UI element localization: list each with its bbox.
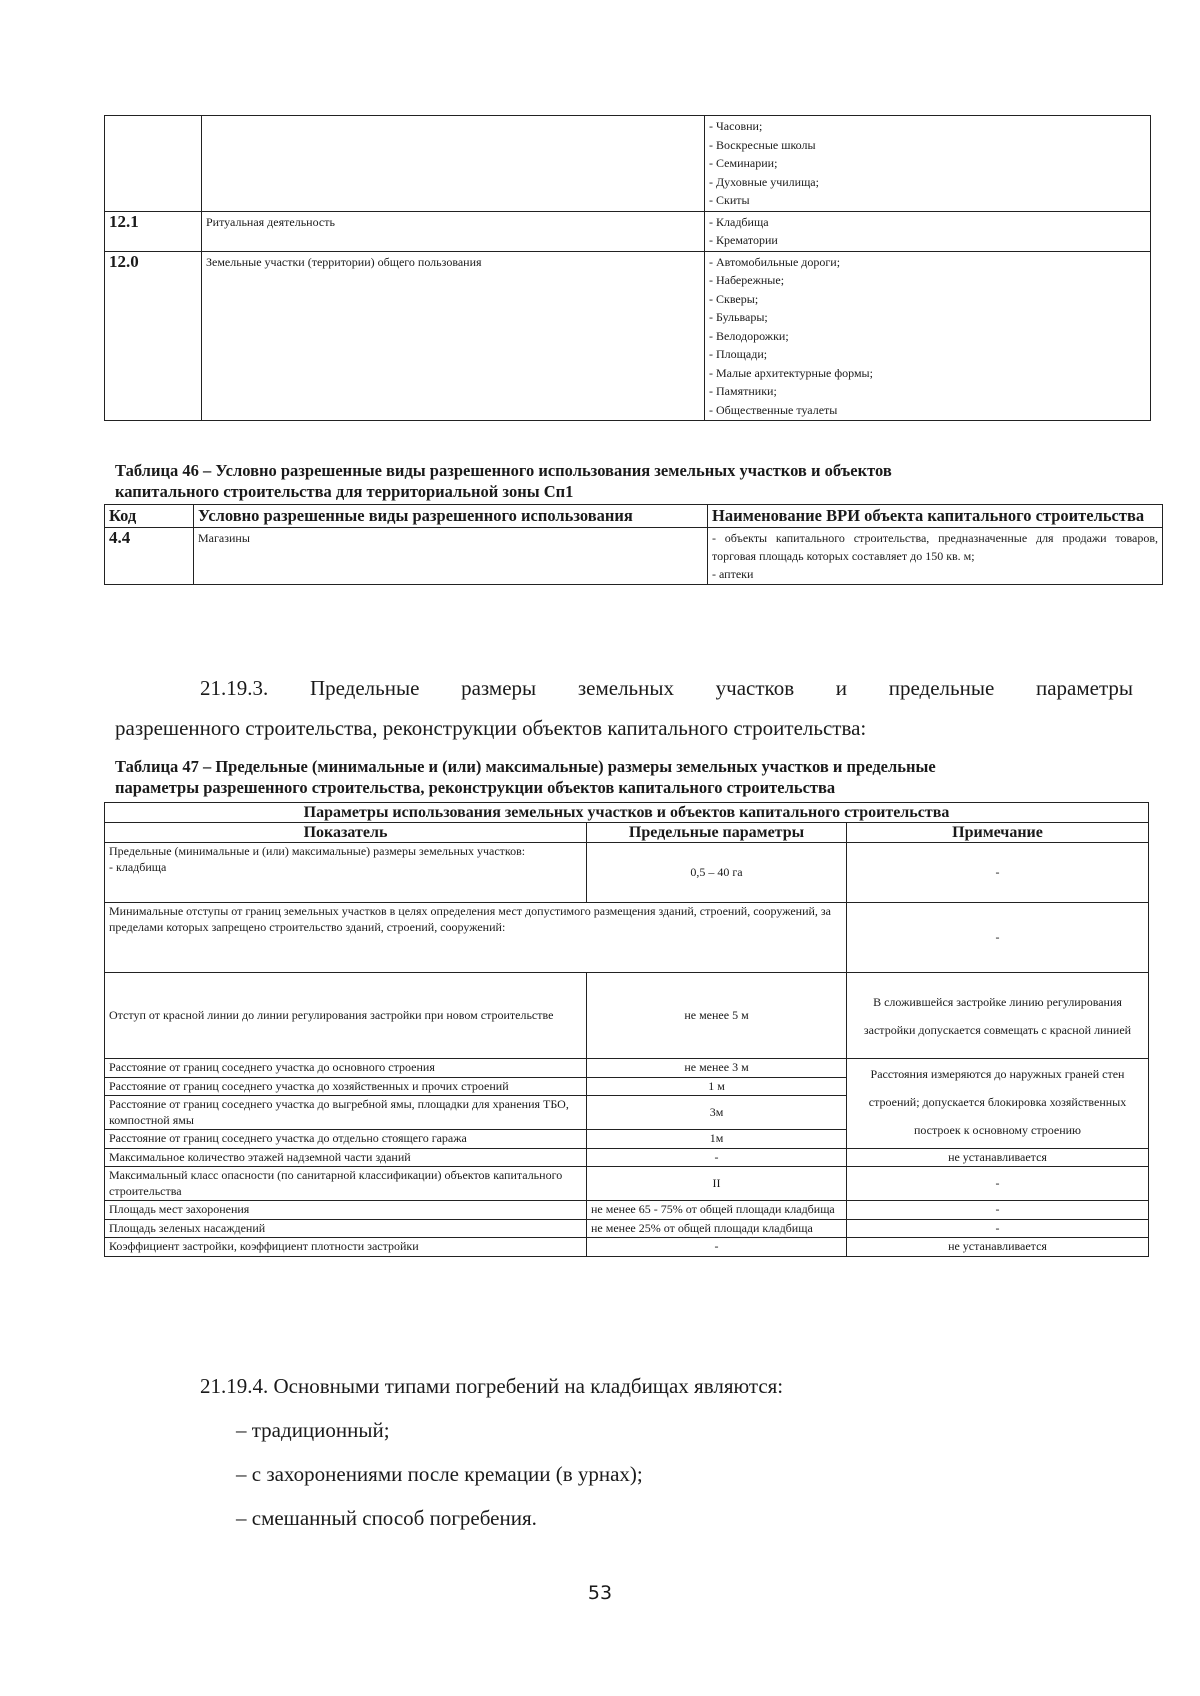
name-cell: Земельные участки (территории) общего пользования xyxy=(202,251,705,421)
note-cell: - xyxy=(847,1167,1149,1201)
table-row xyxy=(105,528,1163,585)
indicator-cell: Расстояние от границ соседнего участка до выгребной ямы, площадки для хранения ТБО, компостной ямы xyxy=(105,1096,587,1130)
list-item: - Скверы; xyxy=(709,291,759,306)
caption-line: капитального строительства для территориальной зоны Сп1 xyxy=(115,482,574,501)
indicator-cell: Расстояние от границ соседнего участка до хозяйственных и прочих строений xyxy=(105,1077,587,1096)
cell-text: Предельные (минимальные и (или) максимальные) размеры земельных участков: xyxy=(109,844,526,858)
paragraph-line: разрешенного строительства, реконструкции объектов капитального строительства: xyxy=(115,716,867,740)
page-number: 53 xyxy=(587,1582,613,1604)
list-item: - Автомобильные дороги; xyxy=(709,254,841,269)
list-item: - Площади; xyxy=(709,347,768,361)
params-cell: - xyxy=(587,1148,847,1167)
list-item: - Памятники; xyxy=(709,384,777,398)
params-cell: 3м xyxy=(587,1096,847,1130)
table-row xyxy=(105,251,1151,421)
table-header-row xyxy=(105,505,1163,528)
items-cell xyxy=(705,251,1151,421)
table-row xyxy=(105,973,1149,1059)
caption-line: параметры разрешенного строительства, реконструкции объектов капитального строительства xyxy=(115,778,836,797)
params-cell: - xyxy=(587,1238,847,1257)
list-item: – традиционный; xyxy=(236,1418,390,1442)
indicator-cell: Расстояние от границ соседнего участка до отдельно стоящего гаража xyxy=(105,1130,587,1149)
caption-line: Таблица 47 – Предельные (минимальные и (или) максимальные) размеры земельных участков и предельные xyxy=(115,757,936,776)
desc-cell xyxy=(708,528,1163,585)
code-cell: 12.0 xyxy=(105,251,202,421)
table-header-row xyxy=(105,823,1149,843)
name-cell: Магазины xyxy=(194,528,708,585)
list-item: – с захоронениями после кремации (в урнах); xyxy=(236,1462,643,1486)
table46-caption xyxy=(115,460,1155,502)
table-row xyxy=(105,1219,1149,1238)
params-cell: не менее 25% от общей площади кладбища xyxy=(587,1219,847,1238)
indicator-cell: Коэффициент застройки, коэффициент плотности застройки xyxy=(105,1238,587,1257)
indicator-cell: Максимальный класс опасности (по санитарной классификации) объектов капитального строительства xyxy=(105,1167,587,1201)
list-item: - Набережные; xyxy=(709,273,785,287)
header-indicator: Показатель xyxy=(105,823,587,843)
table-row xyxy=(105,1167,1149,1201)
indicator-cell: Площадь зеленых насаждений xyxy=(105,1219,587,1238)
cell-text: - кладбища xyxy=(109,859,167,874)
header-cell: Условно разрешенные виды разрешенного использования xyxy=(194,505,708,528)
params-cell: 1 м xyxy=(587,1077,847,1096)
table-row xyxy=(105,116,1151,212)
table-top-continuation xyxy=(104,115,1151,421)
table-row xyxy=(105,1148,1149,1167)
list-item: - Духовные училища; xyxy=(709,174,819,189)
list-item: - Часовни; xyxy=(709,119,763,133)
table47 xyxy=(104,802,1149,1257)
items-cell xyxy=(705,116,1151,212)
table47-caption xyxy=(115,756,1155,798)
header-note: Примечание xyxy=(847,823,1149,843)
note-cell: - xyxy=(847,1219,1149,1238)
table-row xyxy=(105,1059,1149,1078)
note-cell: - xyxy=(847,903,1149,973)
table46 xyxy=(104,504,1163,585)
list-item: - Общественные туалеты xyxy=(709,402,838,417)
list-item: - Малые архитектурные формы; xyxy=(709,365,873,380)
header-params: Предельные параметры xyxy=(587,823,847,843)
list-item: - Крематории xyxy=(709,233,778,247)
params-cell: не менее 65 - 75% от общей площади кладбища xyxy=(587,1201,847,1220)
header-cell: Наименование ВРИ объекта капитального строительства xyxy=(708,505,1163,528)
indicator-cell: Отступ от красной линии до линии регулирования застройки при новом строительстве xyxy=(105,973,587,1059)
code-cell: 12.1 xyxy=(105,211,202,251)
params-cell: не менее 3 м xyxy=(587,1059,847,1078)
indicator-cell: Максимальное количество этажей надземной части зданий xyxy=(105,1148,587,1167)
list-item: - Воскресные школы xyxy=(709,137,816,152)
note-cell: - xyxy=(847,843,1149,903)
list-item: - Скиты xyxy=(709,193,750,207)
indicator-cell: Площадь мест захоронения xyxy=(105,1201,587,1220)
code-cell xyxy=(105,116,202,212)
items-cell xyxy=(705,211,1151,251)
note-cell: Расстояния измеряются до наружных граней стен строений; допускается блокировка хозяйственных построек к основному строению xyxy=(847,1059,1149,1149)
indicator-cell xyxy=(105,843,587,903)
note-cell: не устанавливается xyxy=(847,1238,1149,1257)
note-cell: В сложившейся застройке линию регулирования застройки допускается совмещать с красной линией xyxy=(847,973,1149,1059)
paragraph-line: 21.19.3. Предельные размеры земельных участков и предельные параметры xyxy=(200,676,1133,700)
name-cell: Ритуальная деятельность xyxy=(202,211,705,251)
table-title-row xyxy=(105,803,1149,823)
indicator-cell: Минимальные отступы от границ земельных участков в целях определения мест допустимого размещения зданий, строений, сооружений, за пределами которых запрещено строительство зданий, строений, сооружений: xyxy=(105,903,847,973)
table-row xyxy=(105,1201,1149,1220)
list-item: - Бульвары; xyxy=(709,310,768,324)
list-item: - Кладбища xyxy=(709,214,769,229)
indicator-cell: Расстояние от границ соседнего участка до основного строения xyxy=(105,1059,587,1078)
params-cell: II xyxy=(587,1167,847,1201)
params-cell: 1м xyxy=(587,1130,847,1149)
list-item: - Велодорожки; xyxy=(709,328,789,343)
header-cell: Код xyxy=(105,505,194,528)
params-cell: 0,5 – 40 га xyxy=(587,843,847,903)
list-item: – смешанный способ погребения. xyxy=(236,1506,537,1530)
caption-line: Таблица 46 – Условно разрешенные виды разрешенного использования земельных участков и объектов xyxy=(115,461,892,480)
note-cell: - xyxy=(847,1201,1149,1220)
desc-text: - объекты капитального строительства, предназначенные для продажи товаров, торговая площадь которых составляет до 150 кв. м; xyxy=(712,531,1158,563)
table-row xyxy=(105,211,1151,251)
note-cell: не устанавливается xyxy=(847,1148,1149,1167)
code-cell: 4.4 xyxy=(105,528,194,585)
params-cell: не менее 5 м xyxy=(587,973,847,1059)
table-row xyxy=(105,1238,1149,1257)
section-21-19-4-heading: 21.19.4. Основными типами погребений на кладбищах являются: xyxy=(200,1374,784,1398)
list-item: - Семинарии; xyxy=(709,156,778,170)
table-title: Параметры использования земельных участков и объектов капитального строительства xyxy=(105,803,1149,823)
section-21-19-3 xyxy=(115,668,1133,748)
desc-text: - аптеки xyxy=(712,567,754,581)
table-row xyxy=(105,903,1149,973)
table-row xyxy=(105,843,1149,903)
name-cell xyxy=(202,116,705,212)
